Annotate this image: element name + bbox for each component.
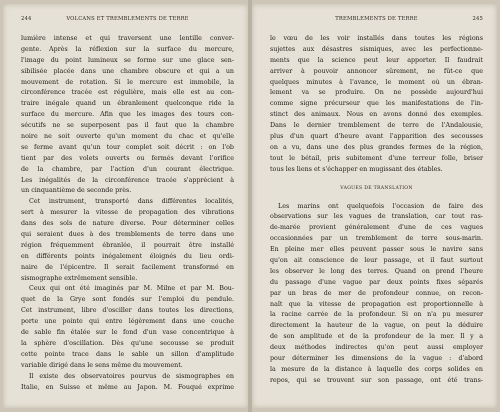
text-line: sécutifs ne se superposent pas il faut que la chambre: [21, 122, 234, 130]
text-line: région fréquemment ébranlée, il pourrait être installé: [21, 241, 234, 249]
text-line: l'image du point lumineux se forme sur une glace sen-: [21, 56, 234, 64]
text-line: porte une pointe qui entre légèrement dans une couche: [21, 318, 234, 326]
text-line: ments que la science peut leur apporter. Il faudrait: [270, 56, 483, 64]
text-line: Il existe des observatoires pourvus de sismographes en: [29, 372, 234, 380]
text-line: qui seraient dues à des tremblements de terre dans une: [21, 231, 234, 239]
text-line: quet de la Grye sont fondés sur l'emploi du pendule.: [21, 296, 234, 304]
text-line: qu'on ait conscience de leur passage, et il faut surtout: [270, 257, 483, 265]
text-line: Ceux qui ont été imaginés par M. Milne et par M. Bou-: [29, 285, 234, 293]
text-line: noire ne soit ouverte qu'un moment du chac et qu'elle: [21, 133, 234, 141]
text-line: lement va se produire. On ne possède aujourd'hui: [270, 89, 483, 97]
text-line: repos, qui se trouvent sur son passage, ont été trans-: [270, 376, 483, 384]
section-heading: VAGUES DE TRANSLATION: [340, 185, 413, 191]
text-line: plus d'un quart d'heure avant l'apparition des secousses: [270, 133, 483, 141]
text-line: arriver à pouvoir annoncer sûrement, ne fût-ce que: [270, 67, 483, 75]
text-line: la racine carrée de la profondeur. Si on n'a pu mesurer: [270, 311, 483, 319]
text-line: par un bras de mer de profondeur connue, on recon-: [270, 289, 483, 297]
text-line: tous les liens et s'échapper en mugissant des étables.: [270, 165, 443, 173]
text-line: les observer le long des terres. Quand on prend l'heure: [270, 267, 483, 275]
text-line: circonférence tracée est régulière, mais elle est au con-: [21, 89, 234, 97]
text-line: tout le bétail, pris subitement d'une terreur folle, briser: [270, 154, 483, 162]
left-page: [3, 4, 248, 408]
text-line: Italie, en Suisse et même au Japon. M. Fouqué exprime: [21, 383, 234, 391]
right-running-head: TREMBLEMENTS DE TERRE: [335, 16, 418, 22]
text-line: sert à mesurer la vitesse de propagation des vibrations: [21, 209, 234, 217]
text-line: en différents points inégalement éloignés du lieu ordi-: [21, 252, 234, 260]
text-line: Les marins ont quelquefois l'occasion de faire des: [278, 202, 483, 210]
right-page-header: [270, 16, 483, 26]
text-line: surface du mercure. Afin que les images des tours con-: [21, 111, 234, 119]
text-line: comme signe précurseur que les manifestations de l'in-: [270, 100, 483, 108]
text-line: la sphère d'oscillation. Dès qu'une secousse se produit: [21, 339, 234, 347]
text-line: stinct des animaux. Nous en avons donné des exemples.: [270, 111, 483, 119]
text-line: Cet instrument, libre d'osciller dans toutes les directions,: [21, 307, 234, 315]
text-line: tient par des volets ouverts ou fermés devant l'orifice: [21, 154, 234, 162]
text-line: la mesure de la distance à laquelle des corps solides en: [270, 365, 483, 373]
text-line: gente. Après la réflexion sur la surface du mercure,: [21, 45, 234, 53]
text-line: quelques minutes à l'avance, le moment où un ébran-: [270, 78, 483, 86]
text-line: Les inégalités de la circonférence tracée s'apprécient à: [21, 176, 234, 184]
text-line: En pleine mer elles peuvent passer sous le navire sans: [270, 246, 483, 254]
text-line: cette pointe trace dans le sable un sillon d'amplitude: [21, 350, 234, 358]
text-line: observations sur les vagues de translation, car tout ras-: [270, 213, 483, 221]
text-line: Dans le dernier tremblement de terre de l'Andalousie,: [270, 122, 483, 130]
left-page-text: [21, 34, 234, 393]
text-line: variable dirigé dans le sens même du mouvement.: [21, 361, 183, 369]
right-page-number: 245: [472, 16, 483, 22]
text-line: de-marée provient généralement d'une de ces vagues: [270, 224, 483, 232]
right-page: [252, 4, 497, 408]
text-line: naire de l'épicentre. Il serait facilement transformé en: [21, 263, 234, 271]
text-line: deux méthodes indirectes qu'on peut aussi employer: [270, 344, 483, 352]
left-running-head: VOLCANS ET TREMBLEMENTS DE TERRE: [66, 16, 189, 22]
text-line: de son amplitude et de la profondeur de la mer. Il y a: [270, 333, 483, 341]
text-line: directement la hauteur de la vague, on peut la déduire: [270, 322, 483, 330]
text-line: sibilisée placée dans une chambre obscure et qui a un: [21, 67, 234, 75]
paragraph-translation-waves: [270, 202, 483, 387]
left-page-header: [21, 16, 234, 26]
text-line: dans des sols de nature diverse. Pour déterminer celles: [21, 220, 234, 228]
text-line: occasionnées par un tremblement de terre sous-marin.: [270, 235, 483, 243]
text-line: Cet instrument, transporté dans différentes localités,: [29, 198, 234, 206]
text-line: sujettes aux désastres sismiques, avec les perfectionne-: [270, 45, 483, 53]
text-line: lumière intense et qui traversent une lentille conver-: [21, 35, 234, 42]
text-line: pour déterminer les dimensions de la vague : d'abord: [270, 355, 483, 363]
paragraph-animals: [270, 34, 483, 176]
right-page-text: [270, 34, 483, 387]
text-line: un cinquantième de seconde près.: [21, 187, 132, 195]
text-line: se ferme avant qu'un tour complet soit décrit : on l'ob: [21, 143, 234, 151]
text-line: de la chambre, par l'action d'un courant électrique.: [21, 165, 234, 173]
text-line: le vœu de les voir installés dans toutes les régions: [270, 35, 483, 42]
text-line: sismographe extrêmement sensible.: [21, 274, 138, 282]
text-line: naît que la vitesse de propagation est proportionnelle à: [270, 300, 483, 308]
left-page-number: 244: [21, 16, 32, 22]
text-line: on a vu, dans une des plus grandes fermes de la région,: [270, 143, 483, 151]
text-line: traire inégale quand un ébranlement quelconque ride la: [21, 100, 234, 108]
text-line: de sable fin étalée sur le fond d'un vase concentrique à: [21, 329, 234, 337]
text-line: mouvement de rotation. Si le mercure est immobile, la: [21, 78, 234, 86]
text-line: du passage d'une vague par deux points fixes séparés: [270, 278, 483, 286]
